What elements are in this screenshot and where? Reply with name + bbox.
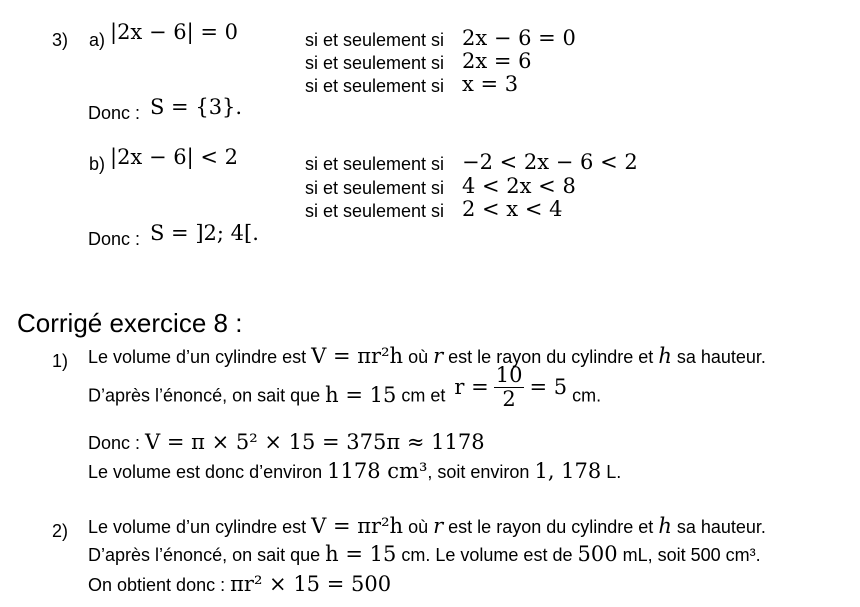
ex8-item2-line2-unit: mL, soit 500 cm³.	[622, 545, 761, 565]
ex8-item2-line1-rayon: est le rayon du cylindre et	[448, 517, 654, 537]
ex8-item2-line2-volume: cm. Le volume est de	[401, 545, 573, 565]
ex8-item2-equation: πr² × 15 = 500	[230, 572, 392, 596]
ex8-item1-line4	[88, 461, 621, 482]
ex3b-step2-math: 4 < 2x < 8	[462, 174, 576, 198]
ex3b-donc-label: Donc :	[88, 229, 141, 249]
ex3a-donc-label: Donc :	[88, 103, 141, 123]
ex8-item2-line3	[88, 574, 391, 595]
ex8-item2-volume-ml: 500	[577, 542, 618, 566]
ex8-item1-line4-soit: , soit environ	[427, 462, 530, 482]
ex3b-step3-text: si et seulement si	[305, 201, 445, 221]
ex8-item1-line2-cm: cm.	[572, 385, 602, 406]
ex8-item1-line2-text: D’après l’énoncé, on sait que	[88, 385, 321, 406]
ex8-item1-fraction	[494, 364, 525, 411]
ex8-item2-volume-formula: V = πr²h	[311, 514, 404, 538]
ex3a-step1-text: si et seulement si	[305, 30, 445, 50]
ex8-item1-line2	[88, 363, 602, 419]
ex8-item1-line1-ou: où	[408, 347, 429, 367]
ex8-item1-line4-text: Le volume est donc d’environ	[88, 462, 323, 482]
ex3b-label: b)	[89, 154, 106, 174]
ex8-title: Corrigé exercice 8 :	[17, 308, 243, 338]
ex8-item1-volume-cm3: 1178 cm³	[327, 459, 428, 483]
ex8-item1-line1	[88, 346, 766, 367]
ex8-item1-line4-unit: L.	[606, 462, 622, 482]
ex3a-step3-text: si et seulement si	[305, 76, 445, 96]
ex8-item1-fraction-numerator: 10	[495, 363, 523, 387]
ex8-item2-line1-ou: où	[408, 517, 429, 537]
ex8-item2-line1	[88, 516, 766, 537]
ex8-item1-fraction-denominator: 2	[502, 387, 516, 412]
ex8-item1-volume-formula: V = πr²h	[311, 344, 404, 368]
ex3b-step2-text: si et seulement si	[305, 178, 445, 198]
ex3-number: 3)	[52, 30, 69, 50]
ex8-item1-r-equals: r =	[454, 375, 489, 400]
ex8-item2-line2-text: D’après l’énoncé, on sait que	[88, 545, 321, 565]
ex8-item2-h-value: h = 15	[325, 542, 397, 566]
ex8-item2-line1-hauteur: sa hauteur.	[676, 517, 766, 537]
ex3a-step2-text: si et seulement si	[305, 53, 445, 73]
ex8-item2-line1-text: Le volume d’un cylindre est	[88, 517, 307, 537]
ex3a-solution: S = {3}.	[150, 95, 243, 119]
ex8-item1-line1-text: Le volume d’un cylindre est	[88, 347, 307, 367]
ex8-item2-line3-text: On obtient donc :	[88, 575, 226, 595]
ex8-item1-volume-calc: V = π × 5² × 15 = 375π ≈ 1178	[145, 430, 485, 454]
ex8-item2-number: 2)	[52, 521, 69, 541]
ex3a-label: a)	[89, 30, 106, 50]
ex8-item1-r-var: r	[433, 344, 444, 368]
ex3a-equation: |2x − 6| = 0	[110, 20, 238, 44]
ex8-item2-h-var: h	[658, 514, 672, 538]
ex8-item1-line1-rayon: est le rayon du cylindre et	[448, 347, 654, 367]
ex8-item2-r-var: r	[433, 514, 444, 538]
ex8-item1-line1-hauteur: sa hauteur.	[676, 347, 766, 367]
ex3b-step1-text: si et seulement si	[305, 154, 445, 174]
ex3a-step2-math: 2x = 6	[462, 49, 532, 73]
ex3b-step3-math: 2 < x < 4	[462, 197, 563, 221]
ex8-item1-h-value: h = 15	[325, 383, 397, 408]
ex8-item1-r-value: = 5	[529, 375, 568, 400]
ex8-item1-line2-cm-et: cm et	[401, 385, 446, 406]
ex3a-step1-math: 2x − 6 = 0	[462, 26, 576, 50]
ex3b-solution: S = ]2; 4[.	[150, 221, 259, 245]
ex8-item2-line2	[88, 544, 761, 565]
ex3b-equation: |2x − 6| < 2	[110, 145, 238, 169]
ex8-item1-line3-donc: Donc :	[88, 433, 141, 453]
ex8-item1-h-var: h	[658, 344, 672, 368]
ex3a-step3-math: x = 3	[462, 72, 519, 96]
ex3b-step1-math: −2 < 2x − 6 < 2	[462, 150, 638, 174]
ex8-item1-line3	[88, 432, 485, 453]
ex8-item1-volume-liters: 1, 178	[534, 459, 602, 483]
ex8-item1-number: 1)	[52, 351, 69, 371]
